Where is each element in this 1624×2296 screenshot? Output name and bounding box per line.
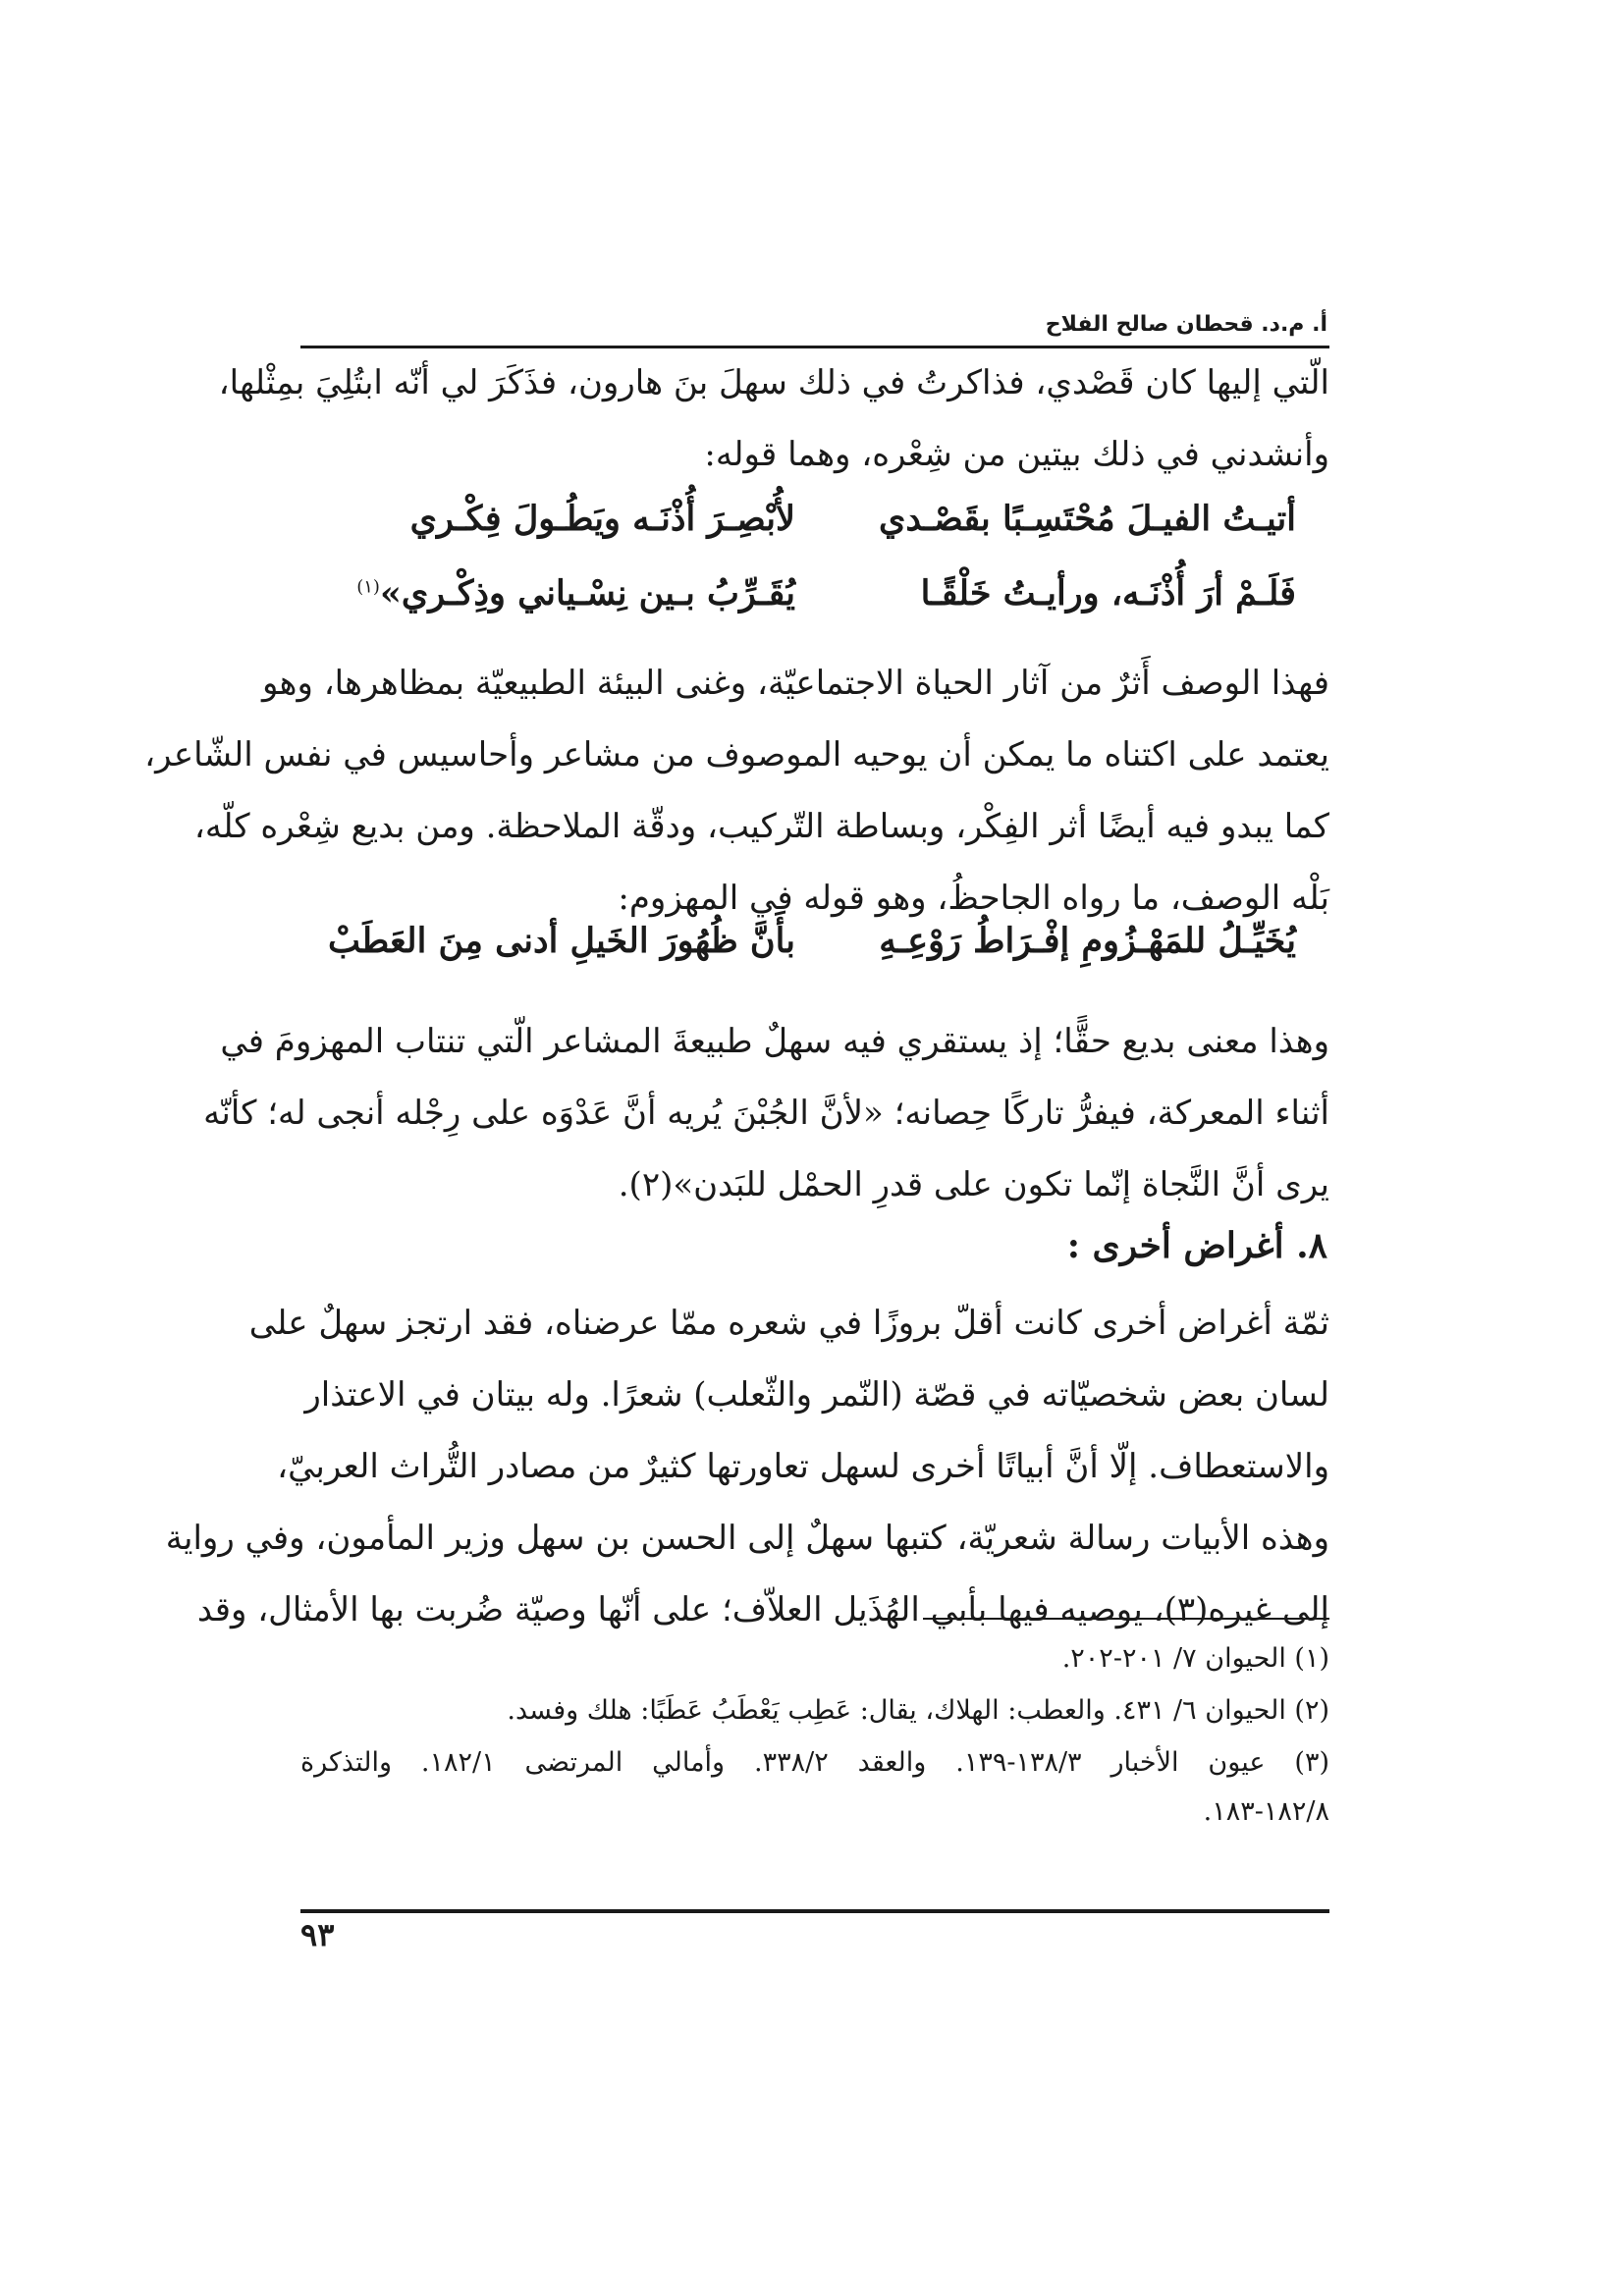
intro-paragraph (218, 347, 1329, 491)
footer-rule (300, 1909, 1329, 1913)
footnote-ref: (١) (356, 576, 380, 598)
verse-hemistich-first: أتيـتُ الفيـلَ مُحْتَسِـبًا بقَصْـدي (878, 499, 1296, 539)
text-line: كما يبدو فيه أيضًا أثر الفِكْر، وبساطة التّركيب، ودقّة الملاحظة. ومن بديع شِعْره كلّه، (193, 807, 1329, 846)
paragraph-3 (203, 1006, 1329, 1221)
verse-hemistich-second: لأُبْصِـرَ أُذْنَـه ويَطُـولَ فِكْـري (409, 499, 795, 539)
text-line: الّتي إليها كان قَصْدي، فذاكرتُ في ذلك سهلَ بنَ هارون، فذَكَرَ لي أنّه ابتُلِيَ بمِثْلها، (218, 363, 1329, 402)
verse-hemistich-second: بأَنَّ ظُهُورَ الخَيلِ أدنى مِنَ العَطَبْ (327, 921, 795, 961)
verse-line-3 (327, 921, 1296, 976)
footnote-3-continued: ١٨٢/٨-١٨٣. (1203, 1796, 1329, 1827)
footnote-3: (٣) عيون الأخبار ١٣٨/٣-١٣٩. والعقد ٣٣٨/٢. وأمالي المرتضى ١٨٢/١. والتذكرة (300, 1747, 1329, 1778)
footnote-1: (١) الحيوان ٧/ ٢٠١-٢٠٢. (1061, 1643, 1329, 1674)
verse-hemistich-second (334, 573, 795, 614)
text-line: فهذا الوصف أَثرٌ من آثار الحياة الاجتماعيّة، وغنى البيئة الطبيعيّة بمظاهرها، وهو (261, 664, 1329, 703)
text-line: وهذا معنى بديع حقًّا؛ إذ يستقري فيه سهلٌ طبيعةَ المشاعر الّتي تنتاب المهزومَ في (220, 1022, 1329, 1061)
footnote-separator (923, 1618, 1329, 1620)
paragraph-4 (165, 1288, 1329, 1646)
page-number: ٩٣ (300, 1916, 335, 1953)
text-line: إلى غيره(٣)، يوصيه فيها بأبي الهُذَيل العلاّف؛ على أنّها وصيّة ضُربت بها الأمثال، وقد (196, 1590, 1329, 1629)
text-line: ثمّة أغراض أخرى كانت أقلّ بروزًا في شعره ممّا عرضناه، فقد ارتجز سهلٌ على (248, 1304, 1329, 1343)
verse-text: يُقَـرِّبُ بـين نِسْـياني وذِكْـري» (379, 573, 795, 614)
verse-line-2 (334, 573, 1296, 628)
verse-line-1 (334, 499, 1296, 554)
footnote-2: (٢) الحيوان ٦/ ٤٣١. والعطب: الهلاك، يقال: عَطِب يَعْطَبُ عَطَبًا: هلك وفسد. (507, 1695, 1329, 1726)
verse-hemistich-first: يُخَيِّـلُ للمَهْـزُومِ إفْـرَاطُ رَوْعِـهِ (879, 921, 1296, 961)
running-header-author: أ. م.د. قحطان صالح الفلاح (1045, 312, 1327, 337)
text-line: بَلْه الوصف، ما رواه الجاحظُ، وهو قوله في المهزوم: (618, 879, 1329, 918)
text-line: يعتمد على اكتناه ما يمكن أن يوحيه الموصوف من مشاعر وأحاسيس في نفس الشّاعر، (144, 735, 1329, 774)
text-line: وهذه الأبيات رسالة شعريّة، كتبها سهلٌ إلى الحسن بن سهل وزير المأمون، وفي رواية (165, 1519, 1329, 1558)
text-line: أثناء المعركة، فيفرُّ تاركًا حِصانه؛ «لأنَّ الجُبْنَ يُريه أنَّ عَدْوَه على رِجْله أنجى له؛ كأنّه (203, 1094, 1329, 1133)
text-line: وأنشدني في ذلك بيتين من شِعْره، وهما قوله: (704, 435, 1329, 474)
section-heading: ٨. أغراض أخرى : (1066, 1225, 1327, 1266)
text-line: لسان بعض شخصيّاته في قصّة (النّمر والثّعلب) شعرًا. وله بيتان في الاعتذار (304, 1375, 1329, 1415)
text-line: يرى أنَّ النَّجاة إنّما تكون على قدرِ الحمْل للبَدن»(٢). (618, 1165, 1329, 1204)
paragraph-2 (144, 648, 1329, 934)
verse-hemistich-first: فَلَـمْ أرَ أُذْنَـه، ورأيـتُ خَلْقًـا (920, 573, 1296, 614)
text-line: والاستعطاف. إلّا أنَّ أبياتًا أخرى لسهل تعاورتها كثيرٌ من مصادر التُّراث العربيّ، (277, 1447, 1329, 1486)
